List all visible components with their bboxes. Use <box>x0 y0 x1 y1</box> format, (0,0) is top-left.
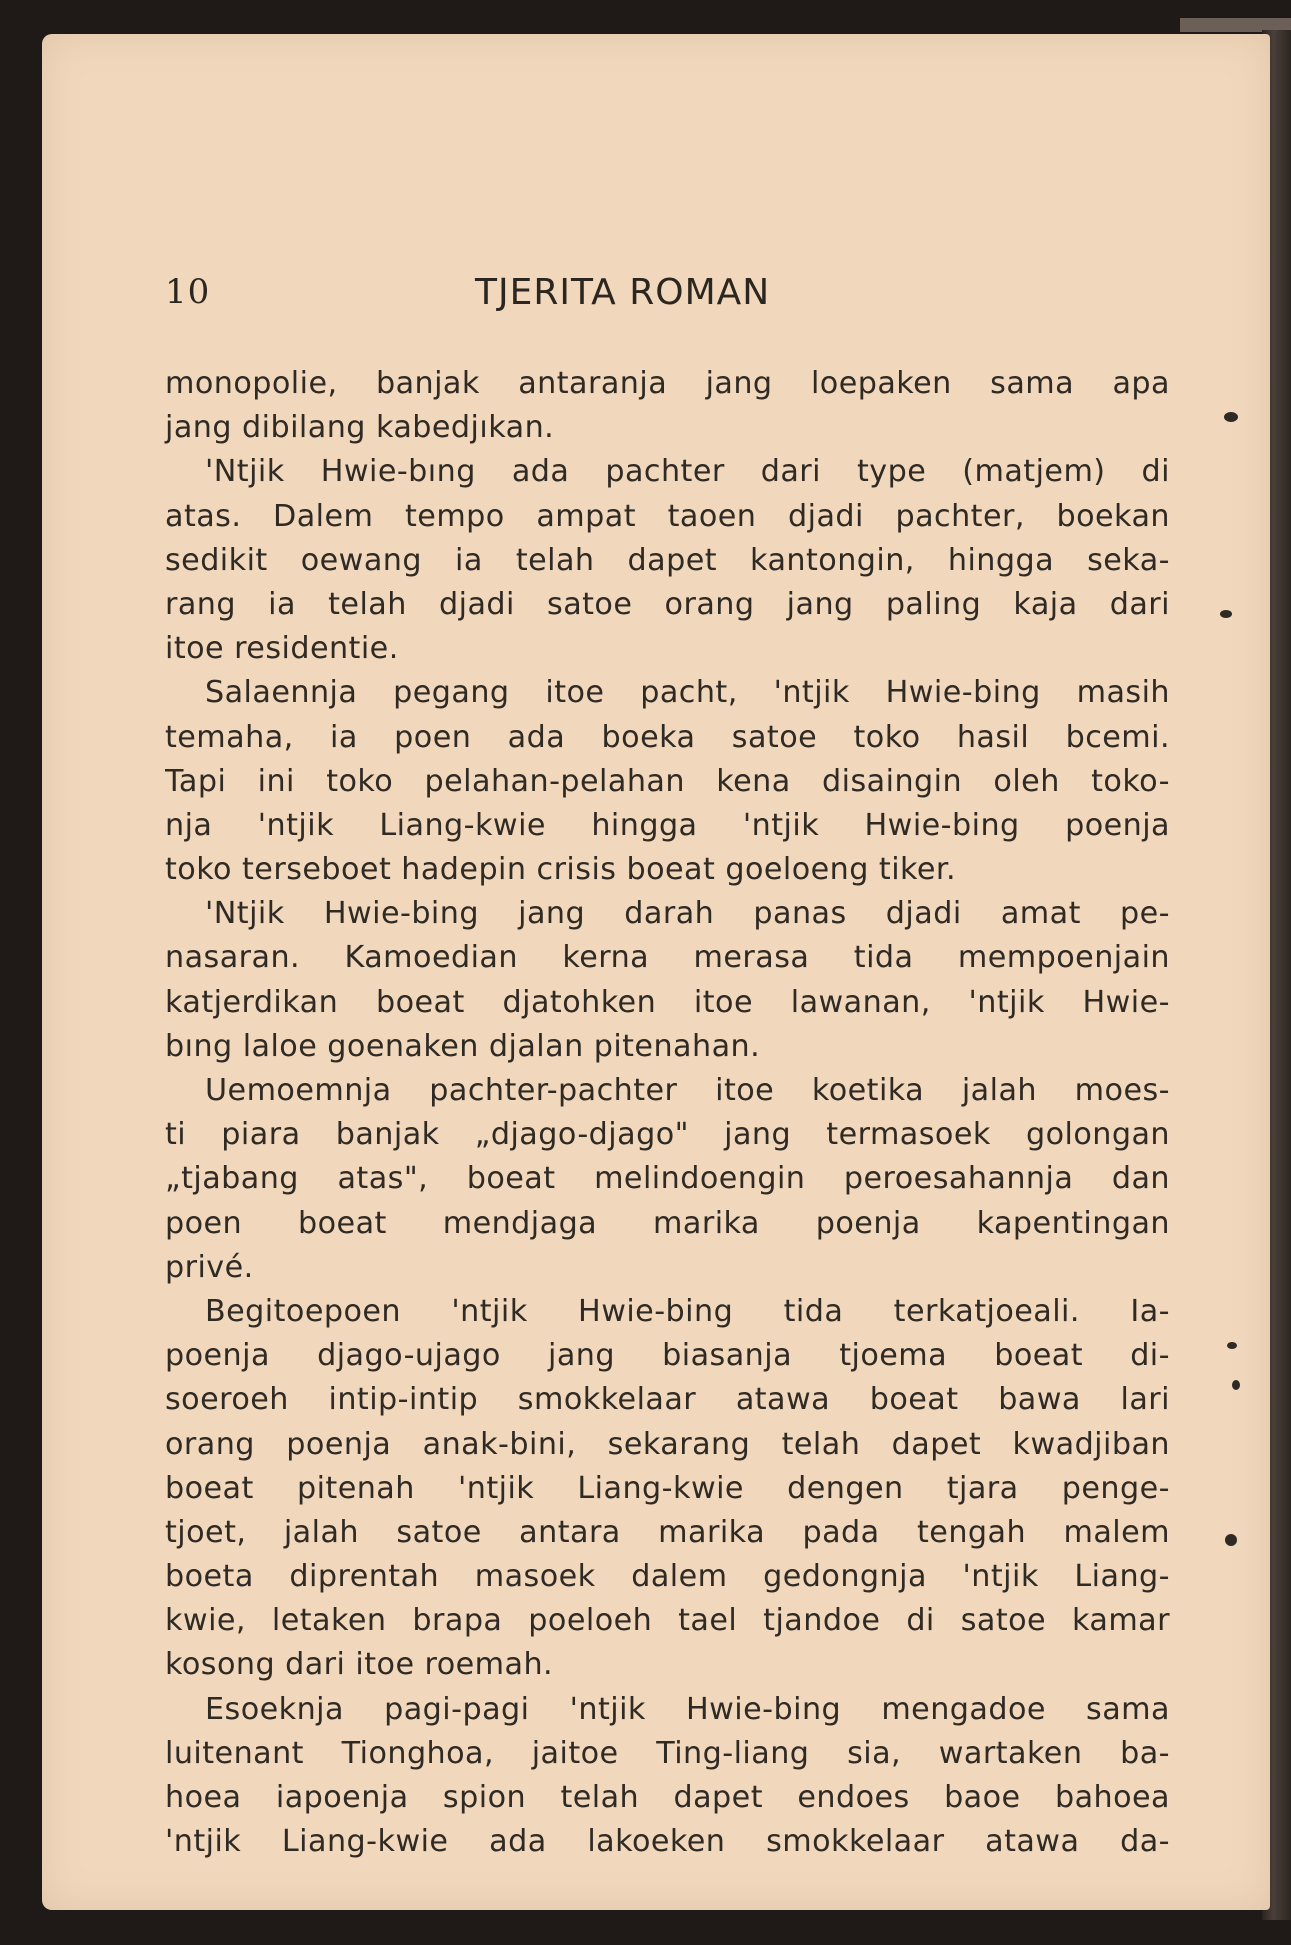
text-line: tjoet, jalah satoe antara marika pada tengah malem <box>165 1514 1170 1550</box>
text-line: ti piara banjak „djago-djago" jang termasoek golongan <box>165 1117 1170 1153</box>
text-line: jang dibilang kabedjıkan. <box>165 410 555 446</box>
text-line: bıng laloe goenaken djalan pitenahan. <box>165 1028 761 1064</box>
page-number: 10 <box>165 272 211 312</box>
text-line: orang poenja anak-bini, sekarang telah dapet kwadjiban <box>165 1426 1170 1462</box>
text-line: kwie, letaken brapa poeloeh tael tjandoe di satoe kamar <box>165 1603 1170 1639</box>
text-line: hoea iapoenja spion telah dapet endoes baoe bahoea <box>165 1780 1170 1815</box>
text-line: nasaran. Kamoedian kerna merasa tida mempoenjain <box>165 940 1170 976</box>
text-line: monopolie, banjak antaranja jang loepaken sama apa <box>165 366 1170 401</box>
text-line: 'Ntjik Hwie-bıng ada pachter dari type (matjem) di <box>205 454 1170 490</box>
text-line: soeroeh intip-intip smokkelaar atawa boeat bawa lari <box>165 1382 1170 1418</box>
ink-speck <box>1232 1380 1240 1390</box>
running-title: TJERITA ROMAN <box>475 272 771 313</box>
text-line: nja 'ntjik Liang-kwie hingga 'ntjik Hwie-bing poenja <box>165 807 1170 843</box>
text-line: Esoeknja pagi-pagi 'ntjik Hwie-bing mengadoe sama <box>205 1691 1170 1727</box>
text-line: Uemoemnja pachter-pachter itoe koetika jalah moes- <box>205 1073 1170 1108</box>
text-line: 'Ntjik Hwie-bing jang darah panas djadi amat pe- <box>205 896 1170 932</box>
text-line: Salaennja pegang itoe pacht, 'ntjik Hwie-bing masih <box>205 675 1170 711</box>
text-line: itoe residentie. <box>165 631 399 667</box>
text-line: poenja djago-ujago jang biasanja tjoema boeat di- <box>165 1338 1170 1374</box>
book-page <box>42 34 1270 1910</box>
ink-speck <box>1220 610 1232 618</box>
text-line: rang ia telah djadi satoe orang jang paling kaja dari <box>165 586 1170 622</box>
text-line: Tapi ini toko pelahan-pelahan kena disaingin oleh toko- <box>165 763 1170 799</box>
page-header <box>42 272 1270 318</box>
text-line: poen boeat mendjaga marika poenja kapentingan <box>165 1205 1170 1241</box>
text-line: temaha, ia poen ada boeka satoe toko hasil bcemi. <box>165 719 1170 755</box>
text-line: 'ntjik Liang-kwie ada lakoeken smokkelaar atawa da- <box>165 1824 1170 1860</box>
text-line: boeta diprentah masoek dalem gedongnja 'ntjik Liang- <box>165 1559 1170 1595</box>
body-text <box>165 362 1170 1864</box>
ink-speck <box>1227 1342 1237 1349</box>
text-line: luitenant Tionghoa, jaitoe Ting-liang sia, wartaken ba- <box>165 1735 1170 1771</box>
ink-speck <box>1225 1534 1237 1546</box>
ink-speck <box>1224 412 1238 422</box>
text-line: atas. Dalem tempo ampat taoen djadi pachter, boekan <box>165 498 1170 534</box>
text-line: Begitoepoen 'ntjik Hwie-bing tida terkatjoeali. Ia- <box>205 1293 1170 1329</box>
text-line: sedikit oewang ia telah dapet kantongin, hingga seka- <box>165 542 1170 578</box>
text-line: kosong dari itoe roemah. <box>165 1647 554 1683</box>
text-line: toko terseboet hadepin crisis boeat goeloeng tiker. <box>165 852 957 888</box>
text-line: privé. <box>165 1249 254 1285</box>
text-line: boeat pitenah 'ntjik Liang-kwie dengen tjara penge- <box>165 1470 1170 1506</box>
text-line: „tjabang atas", boeat melindoengin peroesahannja dan <box>165 1161 1170 1197</box>
text-line: katjerdikan boeat djatohken itoe lawanan, 'ntjik Hwie- <box>165 984 1170 1020</box>
